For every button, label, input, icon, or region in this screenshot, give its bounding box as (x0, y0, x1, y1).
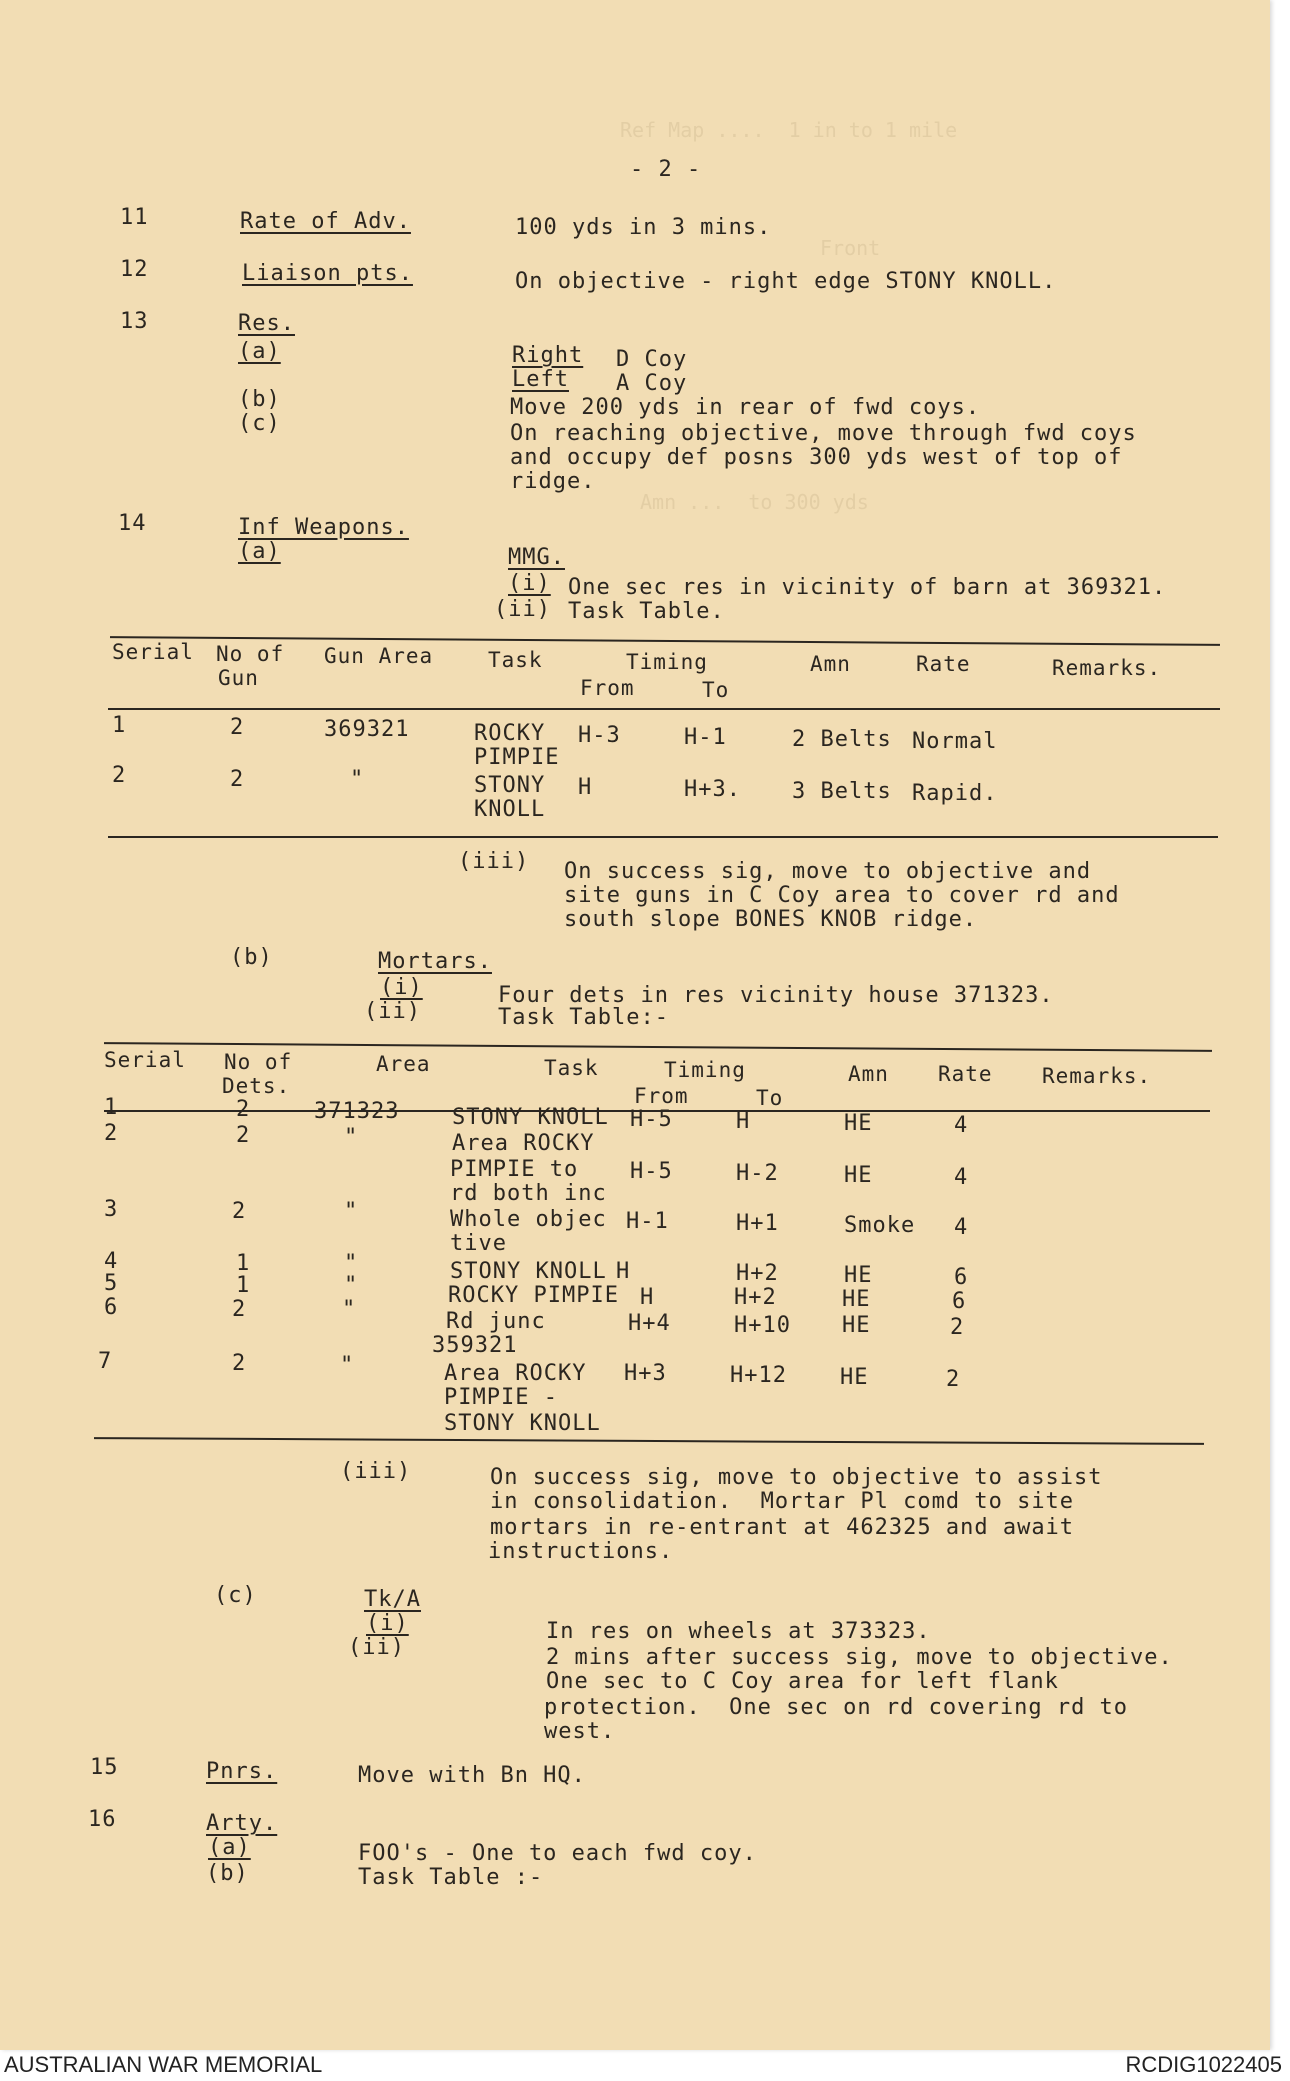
table-cell: H (640, 1285, 655, 1310)
item-text: Move with Bn HQ. (358, 1763, 586, 1788)
table-cell: H (616, 1259, 631, 1284)
table-cell: PIMPIE to (450, 1157, 579, 1182)
sub-label: (iii) (458, 849, 530, 874)
table-cell: 4 (954, 1215, 969, 1240)
table-cell: 371323 (314, 1099, 400, 1124)
table-cell: H-2 (736, 1161, 779, 1186)
item-text: On reaching objective, move through fwd coys (510, 421, 1137, 446)
column-header: To (702, 678, 730, 702)
page-number: - 2 - (630, 157, 702, 182)
table-cell: H-1 (626, 1209, 669, 1234)
table-cell: tive (450, 1231, 507, 1256)
table-cell: STONY KNOLL (444, 1411, 601, 1436)
column-header: From (580, 676, 635, 700)
item-number: 16 (88, 1807, 117, 1832)
table-cell: 5 (104, 1271, 119, 1296)
table-cell: 4 (954, 1165, 969, 1190)
item-text: In res on wheels at 373323. (546, 1619, 931, 1644)
sub-heading: Tk/A (364, 1587, 421, 1612)
table-cell: H+12 (730, 1363, 787, 1388)
table-cell: 6 (104, 1295, 119, 1320)
column-header: Rate (938, 1062, 993, 1086)
table-cell: 6 (954, 1265, 969, 1290)
table-cell: KNOLL (474, 797, 546, 822)
bleed-through-text: Ref Map .... 1 in to 1 mile (620, 118, 958, 142)
item-text: On objective - right edge STONY KNOLL. (515, 269, 1057, 294)
item-number: 13 (120, 309, 149, 334)
table-cell: " (344, 1199, 359, 1224)
table-cell: " (342, 1297, 357, 1322)
table-cell: 2 (104, 1121, 119, 1146)
table-cell: H+3. (684, 777, 741, 802)
table-cell: Rapid. (912, 781, 998, 806)
item-text: mortars in re-entrant at 462325 and await (490, 1515, 1075, 1540)
table-cell: Rd junc (446, 1309, 546, 1334)
table-cell: 2 (946, 1367, 961, 1392)
sub-label: (iii) (340, 1459, 412, 1484)
table-cell: HE (844, 1163, 873, 1188)
item-text: FOO's - One to each fwd coy. (358, 1841, 757, 1866)
item-heading: Res. (238, 311, 295, 336)
item-text: On success sig, move to objective to assist (490, 1465, 1103, 1490)
table-cell: HE (844, 1263, 873, 1288)
item-text: in consolidation. Mortar Pl comd to site (490, 1489, 1075, 1514)
table-cell: 3 Belts (792, 779, 892, 804)
table-cell: ROCKY (474, 721, 546, 746)
column-header: No of (224, 1050, 293, 1074)
table-cell: " (340, 1353, 355, 1378)
column-header: Timing (626, 650, 708, 674)
table-cell: 2 (230, 715, 245, 740)
column-header: Rate (916, 652, 971, 676)
item-text: One sec to C Coy area for left flank (546, 1669, 1059, 1694)
table-cell: 1 (104, 1095, 119, 1120)
table-cell: 1 (236, 1273, 251, 1298)
table-cell: 7 (98, 1349, 113, 1374)
sub-label: (ii) (494, 597, 551, 622)
column-header: From (634, 1084, 689, 1108)
column-header: Amn (848, 1062, 889, 1086)
table-cell: PIMPIE - (444, 1385, 558, 1410)
table-cell: Area ROCKY (444, 1361, 587, 1386)
table-cell: H (736, 1109, 751, 1134)
sub-label: (b) (206, 1861, 249, 1886)
table-cell: ROCKY PIMPIE (448, 1283, 619, 1308)
item-text: A Coy (616, 371, 688, 396)
sub-label: (i) (508, 571, 551, 596)
column-header: Gun Area (324, 644, 434, 668)
table-cell: HE (842, 1287, 871, 1312)
table-cell: 6 (952, 1289, 967, 1314)
table-cell: H (578, 775, 593, 800)
table-cell: Smoke (844, 1213, 916, 1238)
table-cell: H+2 (736, 1261, 779, 1286)
table-cell: H+3 (624, 1361, 667, 1386)
table-cell: H-3 (578, 723, 621, 748)
column-header: No of (216, 642, 285, 666)
sub-label: (ii) (364, 999, 421, 1024)
table-cell: 2 (950, 1315, 965, 1340)
column-header: Task (544, 1056, 599, 1080)
sub-label: (ii) (348, 1635, 405, 1660)
column-header: Serial (104, 1048, 186, 1072)
table-cell: H-1 (684, 725, 727, 750)
table-cell: 2 (232, 1351, 247, 1376)
table-cell: 2 (230, 767, 245, 792)
sub-label: (c) (238, 411, 281, 436)
table-cell: " (344, 1125, 359, 1150)
table-rule (108, 708, 1220, 710)
item-text: and occupy def posns 300 yds west of top of (510, 445, 1123, 470)
column-header: Serial (112, 640, 194, 664)
item-number: 11 (120, 205, 149, 230)
archive-credit: AUSTRALIAN WAR MEMORIAL (4, 2052, 323, 2077)
table-cell: H+4 (628, 1311, 671, 1336)
sub-label: Left (512, 367, 569, 392)
column-header: Task (488, 648, 543, 672)
item-number: 12 (120, 257, 149, 282)
sub-label: (i) (380, 975, 423, 1000)
sub-heading: Mortars. (378, 949, 492, 974)
sub-label: (a) (238, 339, 281, 364)
table-cell: 359321 (432, 1333, 518, 1358)
table-cell: STONY KNOLL (452, 1105, 609, 1130)
table-cell: 3 (104, 1197, 119, 1222)
item-heading: Liaison pts. (242, 261, 413, 286)
table-cell: Whole objec (450, 1207, 607, 1232)
item-text: 100 yds in 3 mins. (515, 215, 772, 240)
column-header: Remarks. (1042, 1064, 1152, 1088)
item-text: Four dets in res vicinity house 371323. (498, 983, 1054, 1008)
column-header: Gun (218, 666, 259, 690)
sub-label: (c) (214, 1583, 257, 1608)
item-text: site guns in C Coy area to cover rd and (564, 883, 1120, 908)
table-cell: H+10 (734, 1313, 791, 1338)
bleed-through-text: Front (820, 236, 881, 260)
table-cell: " (344, 1273, 359, 1298)
table-cell: H-5 (630, 1159, 673, 1184)
column-header: Dets. (222, 1074, 291, 1098)
table-rule (94, 1437, 1204, 1445)
table-cell: H+2 (734, 1285, 777, 1310)
item-heading: Pnrs. (206, 1759, 278, 1784)
table-cell: STONY (474, 773, 546, 798)
column-header: Timing (664, 1058, 746, 1082)
sub-label: (i) (366, 1611, 409, 1636)
item-heading: Arty. (206, 1811, 278, 1836)
archive-reference: RCDIG1022405 (1125, 2052, 1282, 2077)
sub-label: (a) (208, 1835, 251, 1860)
table-rule (108, 836, 1218, 838)
item-heading: Rate of Adv. (240, 209, 411, 234)
item-text: One sec res in vicinity of barn at 369321. (568, 575, 1167, 600)
table-cell: HE (844, 1111, 873, 1136)
item-text: Task Table :- (358, 1865, 544, 1890)
table-cell: H+1 (736, 1211, 779, 1236)
table-cell: STONY KNOLL (450, 1259, 607, 1284)
table-cell: rd both inc (450, 1181, 607, 1206)
item-text: west. (544, 1719, 616, 1744)
sub-label: (b) (238, 387, 281, 412)
table-cell: 2 (232, 1199, 247, 1224)
sub-label: MMG. (508, 545, 565, 570)
table-cell: 1 (236, 1251, 251, 1276)
table-cell: 2 (232, 1297, 247, 1322)
column-header: Area (376, 1052, 431, 1076)
table-cell: PIMPIE (474, 745, 560, 770)
column-header: To (756, 1086, 784, 1110)
table-cell: H-5 (630, 1107, 673, 1132)
sub-label: (b) (230, 945, 273, 970)
table-cell: 1 (112, 713, 127, 738)
item-text: instructions. (488, 1539, 674, 1564)
table-cell: 369321 (324, 717, 410, 742)
item-text: On success sig, move to objective and (564, 859, 1092, 884)
table-cell: " (350, 767, 365, 792)
item-text: Task Table. (568, 599, 725, 624)
table-cell: HE (840, 1365, 869, 1390)
table-cell: HE (842, 1313, 871, 1338)
table-cell: 4 (104, 1249, 119, 1274)
item-text: Task Table:- (498, 1005, 669, 1030)
item-text: D Coy (616, 347, 688, 372)
table-cell: 2 (236, 1123, 251, 1148)
column-header: Amn (810, 652, 851, 676)
item-text: 2 mins after success sig, move to objective. (546, 1645, 1173, 1670)
table-cell: Area ROCKY (452, 1131, 595, 1156)
sub-label: (a) (238, 539, 281, 564)
item-number: 15 (90, 1755, 119, 1780)
item-text: ridge. (510, 469, 596, 494)
bleed-through-text: Amn ... to 300 yds (640, 490, 869, 514)
item-text: Move 200 yds in rear of fwd coys. (510, 395, 981, 420)
item-text: protection. One sec on rd covering rd to (544, 1695, 1129, 1720)
item-heading: Inf Weapons. (238, 515, 409, 540)
table-cell: 4 (954, 1113, 969, 1138)
table-cell: " (344, 1251, 359, 1276)
column-header: Remarks. (1052, 656, 1162, 680)
table-cell: 2 Belts (792, 727, 892, 752)
table-cell: 2 (236, 1097, 251, 1122)
item-text: south slope BONES KNOB ridge. (564, 907, 978, 932)
table-cell: Normal (912, 729, 998, 754)
item-number: 14 (118, 511, 147, 536)
sub-label: Right (512, 343, 584, 368)
table-cell: 2 (112, 763, 127, 788)
